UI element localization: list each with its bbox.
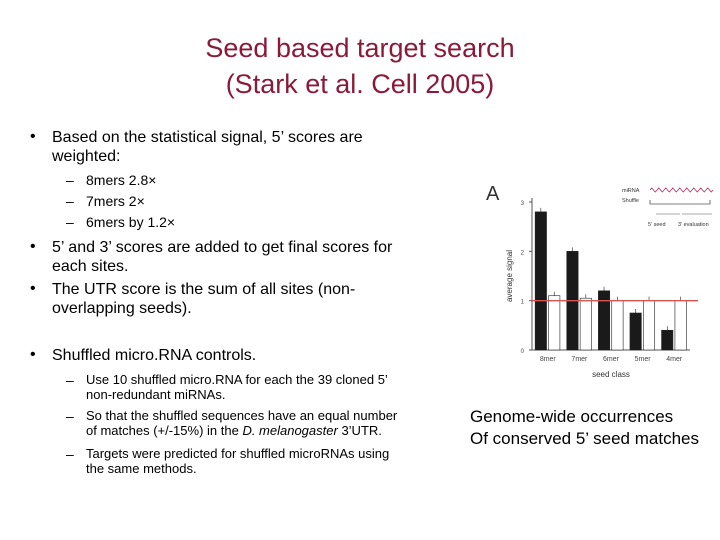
- y-tick-label: 3: [520, 201, 524, 207]
- y-tick-label: 0: [520, 349, 524, 355]
- figure-caption-line-2: Of conserved 5’ seed matches: [470, 429, 699, 448]
- bar-shuffle-5mer: [643, 301, 654, 350]
- x-tick-label: 6mer: [603, 356, 619, 363]
- x-axis-label: seed class: [592, 370, 630, 379]
- bullet-final-scores: 5’ and 3’ scores are added to get final scores for each sites.: [52, 239, 393, 275]
- dash-marker: –: [66, 193, 74, 209]
- bullet-marker: •: [30, 346, 36, 363]
- legend-seed-label: 5’ seed: [648, 222, 666, 228]
- legend-label-shuffle: Shuffle: [622, 198, 640, 204]
- sub-bullet-equal-matches: So that the shuffled sequences have an equal number of matches (+/-15%) in the D. melanogaster 3’UTR.: [86, 408, 398, 438]
- bullet-marker: •: [30, 280, 36, 297]
- sub-bullet-same-methods: Targets were predicted for shuffled microRNAs using the same methods.: [86, 446, 390, 476]
- bar-mirna-8mer: [535, 212, 546, 350]
- slide-title: [0, 30, 720, 102]
- legend-mirna-sequence-icon: [650, 188, 713, 192]
- bar-mirna-5mer: [630, 313, 641, 350]
- bullet-utr-score: The UTR score is the sum of all sites (non- overlapping seeds).: [52, 281, 356, 317]
- title-line-1: Seed based target search: [205, 33, 515, 63]
- y-tick-label: 1: [520, 299, 524, 306]
- dash-marker: –: [66, 446, 74, 462]
- bar-shuffle-6mer: [612, 301, 623, 350]
- x-tick-label: 5mer: [634, 356, 651, 363]
- sub-bullet-shuffled-10: Use 10 shuffled micro.RNA for each the 39 cloned 5’ non-redundant miRNAs.: [86, 372, 388, 402]
- x-tick-label: 8mer: [539, 356, 556, 363]
- seed-class-bar-chart: [482, 178, 714, 390]
- bullet-marker: •: [30, 128, 36, 145]
- dash-marker: –: [66, 372, 74, 388]
- panel-label: A: [486, 183, 500, 205]
- bullet-weighting: Based on the statistical signal, 5’ scores are weighted:: [52, 129, 363, 165]
- sub-bullet-8mers: 8mers 2.8×: [86, 172, 157, 188]
- legend-evaluation-label: 3’ evaluation: [678, 222, 709, 228]
- y-tick-label: 2: [520, 250, 524, 257]
- legend-shuffle-bracket-icon: [650, 200, 710, 204]
- title-line-2: (Stark et al. Cell 2005): [225, 69, 495, 99]
- legend-label-mirna: miRNA: [622, 188, 640, 194]
- bullet-shuffled-controls: Shuffled micro.RNA controls.: [52, 347, 257, 364]
- bullet-marker: •: [30, 238, 36, 255]
- dash-marker: –: [66, 214, 74, 230]
- bar-shuffle-7mer: [580, 298, 591, 350]
- y-axis-label: average signal: [505, 249, 514, 303]
- bar-mirna-4mer: [662, 330, 673, 350]
- sub-bullet-7mers: 7mers 2×: [86, 193, 145, 209]
- dash-marker: –: [66, 172, 74, 188]
- dash-marker: –: [66, 408, 74, 424]
- bar-shuffle-4mer: [675, 301, 686, 350]
- x-tick-label: 4mer: [666, 356, 683, 363]
- figure-caption-line-1: Genome-wide occurrences: [470, 407, 674, 426]
- bar-mirna-6mer: [598, 291, 609, 350]
- x-tick-label: 7mer: [571, 356, 588, 363]
- bar-shuffle-8mer: [549, 296, 560, 350]
- sub-bullet-6mers: 6mers by 1.2×: [86, 214, 176, 230]
